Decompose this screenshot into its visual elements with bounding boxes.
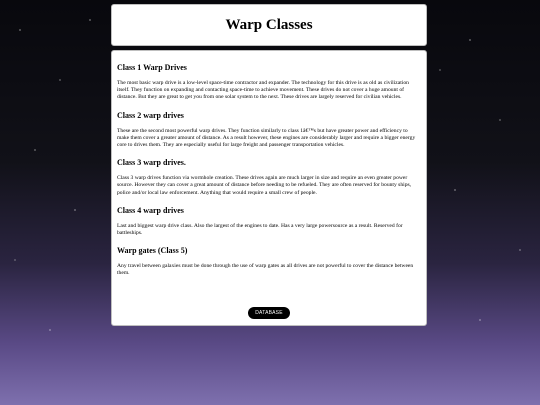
section-title: Class 2 warp drives bbox=[117, 110, 184, 120]
database-button[interactable]: DATABASE bbox=[248, 307, 290, 319]
header-panel bbox=[111, 4, 427, 46]
section-text: Any travel between galaxies must be done through the use of warp gates as all drives are not powerful to cover the distance between them. bbox=[117, 263, 414, 277]
section-title: Class 1 Warp Drives bbox=[117, 63, 187, 72]
section-text: The most basic warp drive is a low-level space-time contractor and expander. The technology for this drive is as old as civilization itself. They function on expanding and contacting space-time to achieve movement. These drives do not cover a huge amount of distance. But they are great to get you from one solar system to the next. These drives are largely reserved for civilian vehicles. bbox=[117, 80, 409, 101]
section-text: These are the second most powerful warp drives. They function similarly to class 1â€™s but have greater power and efficiency to make them cover a greater amount of distance. As a result however, these engines are considerably larger and require a bigger energy core to drives them. They are especially useful for large freight and passenger transportation vehicles. bbox=[117, 127, 416, 149]
section-title: Class 3 warp drives. bbox=[117, 158, 186, 168]
section-title: Warp gates (Class 5) bbox=[117, 246, 188, 256]
page-title: Warp Classes bbox=[225, 16, 313, 33]
section-text: Class 3 warp drives function via wormhole creation. These drives again are much larger in size and require an even greater power source. However they can cover a great amount of distance before needing to be refueled. They are often reserved for bounty ships, police and/or local law enforcement. Anything that would require a small crew of people. bbox=[117, 175, 412, 196]
database-button-container bbox=[112, 301, 426, 319]
section-class-2 bbox=[117, 111, 421, 150]
section-text: Last and biggest warp drive class. Also the largest of the engines to date. Has a very large powersource as a result. Reserved for battleships. bbox=[117, 222, 403, 237]
content-panel bbox=[111, 50, 427, 326]
section-warp-gates bbox=[117, 246, 421, 277]
section-class-4 bbox=[117, 206, 421, 237]
section-title: Class 4 warp drives bbox=[117, 205, 184, 215]
section-class-3 bbox=[117, 158, 421, 197]
section-class-1 bbox=[117, 63, 421, 102]
